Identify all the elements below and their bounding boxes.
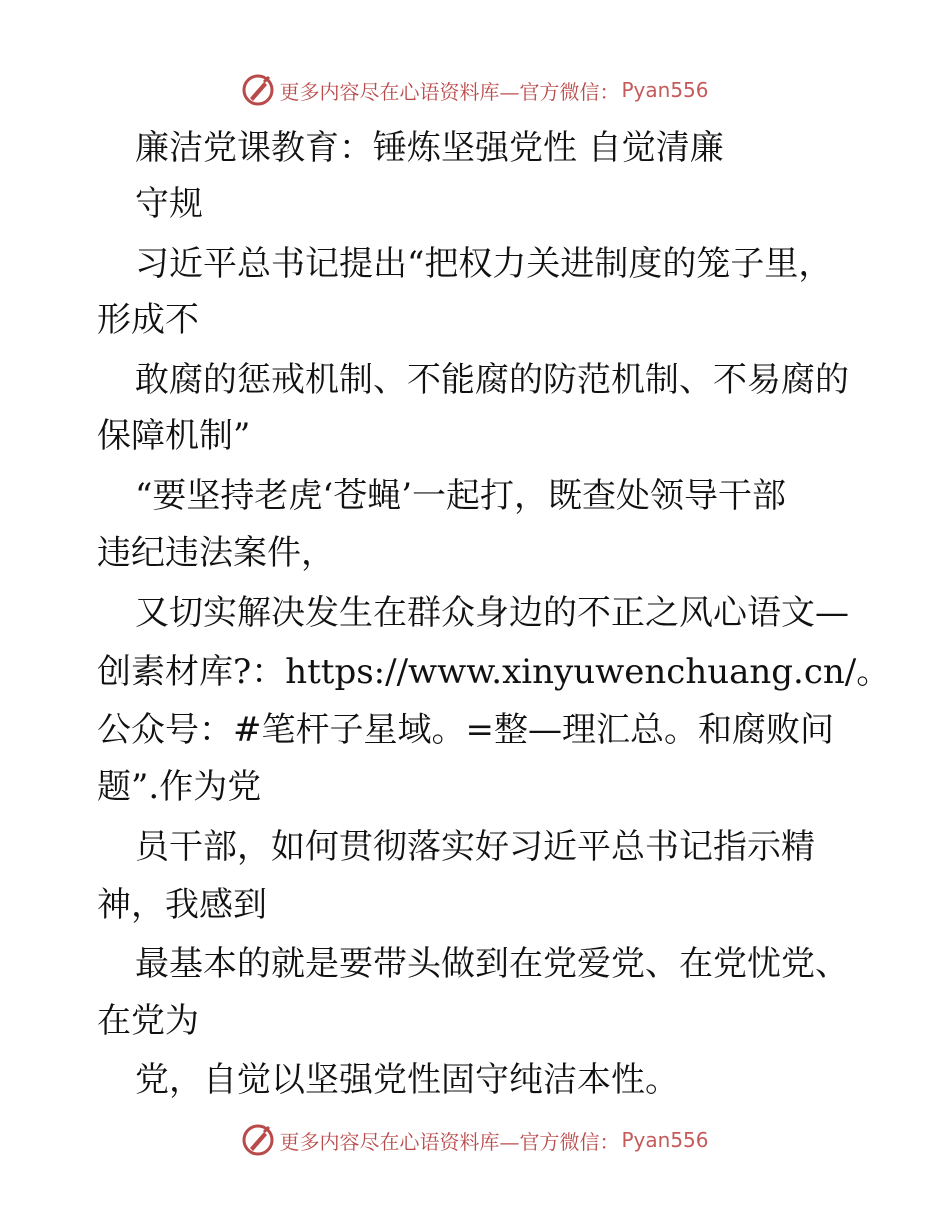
doc-title-line-1: 廉洁党课教育：锤炼坚强党性 自觉清廉 xyxy=(135,128,724,168)
banner-text: 更多内容尽在心语资料库—官方微信： xyxy=(279,79,620,104)
text-line: 又切实解决发生在群众身边的不正之风心语文— xyxy=(135,593,849,633)
footer-banner xyxy=(0,1120,950,1160)
header-banner xyxy=(0,70,950,110)
text-line: 习近平总书记提出“把权力关进制度的笼子里， xyxy=(135,244,833,284)
text-line: 违纪违法案件， xyxy=(97,533,335,573)
text-line: 题”.作为党 xyxy=(97,767,262,807)
text-line: 最基本的就是要带头做到在党爱党、在党忧党、 xyxy=(135,944,849,984)
text-line: 在党为 xyxy=(97,1001,199,1041)
text-line: 敢腐的惩戒机制、不能腐的防范机制、不易腐的 xyxy=(135,360,849,400)
pen-logo-icon xyxy=(241,73,275,107)
doc-title-line-2: 守规 xyxy=(135,184,203,224)
text-line: 党，自觉以坚强党性固守纯洁本性。 xyxy=(135,1060,679,1100)
text-line: “要坚持老虎‘苍蝇’一起打，既查处领导干部 xyxy=(135,476,786,516)
banner-text: 更多内容尽在心语资料库—官方微信： xyxy=(279,1129,620,1154)
text-line: 保障机制” xyxy=(97,416,251,456)
text-line: 神，我感到 xyxy=(97,885,267,925)
text-line: 创素材库?：https://www.xinyuwenchuang.cn/。 xyxy=(97,652,891,692)
text-line: 员干部，如何贯彻落实好习近平总书记指示精 xyxy=(135,827,815,867)
banner-wechat-id: Pyan556 xyxy=(621,1128,709,1152)
pen-logo-icon xyxy=(241,1123,275,1157)
text-line: 公众号：#笔杆子星域。=整—理汇总。和腐败问 xyxy=(97,710,834,750)
banner-wechat-id: Pyan556 xyxy=(621,78,709,102)
text-line: 形成不 xyxy=(97,300,199,340)
